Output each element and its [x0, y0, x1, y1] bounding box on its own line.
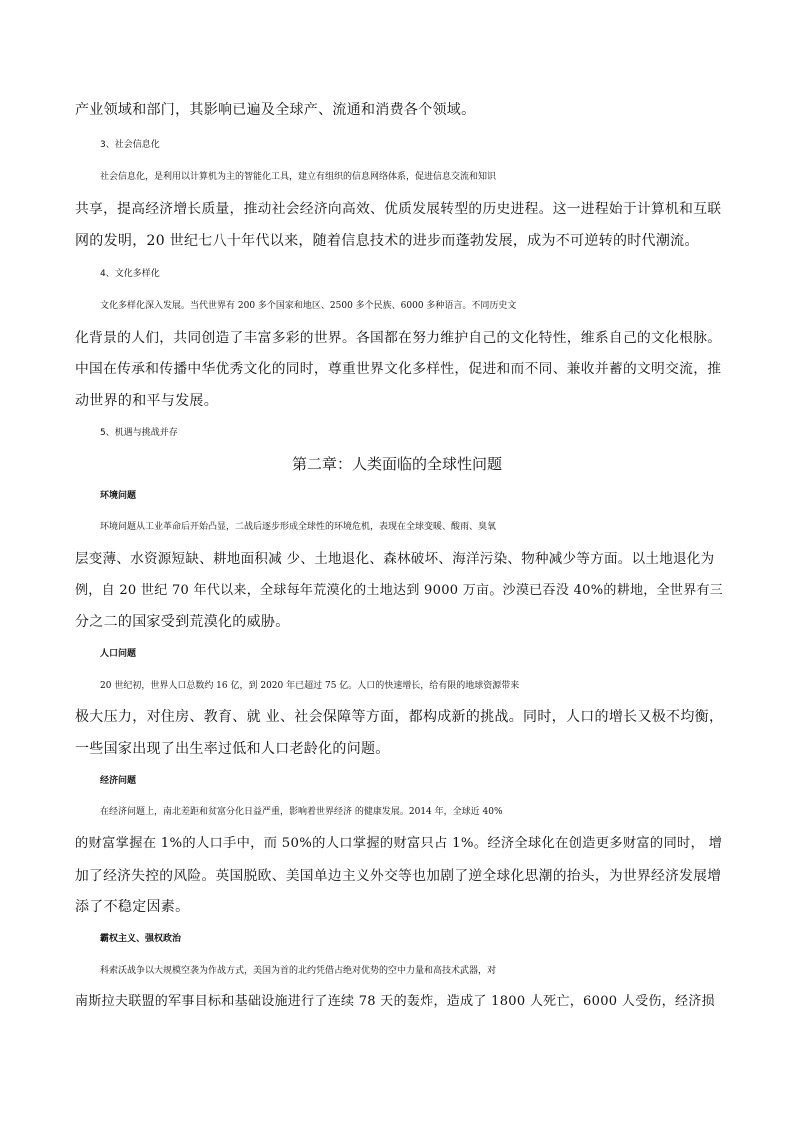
paragraph-line: 添了不稳定因素。 — [75, 899, 190, 915]
paragraph-line: 一些国家出现了出生率过低和人口老龄化的问题。 — [75, 741, 390, 757]
paragraph-line: 的财富掌握在 1%的人口手中，而 50%的人口掌握的财富只占 1%。经济全球化在创造更多财富的同时， 增 — [75, 836, 723, 851]
paragraph-line: 网的发明，20 世纪七八十年代以来，随着信息技术的进步而蓬勃发展，成为不可逆转的时代潮流。 — [75, 233, 699, 249]
section-heading: 4、文化多样化 — [100, 269, 160, 279]
section-heading: 霸权主义、强权政治 — [100, 934, 182, 944]
paragraph-line: 20 世纪初，世界人口总数约 16 亿，到 2020 年已超过 75 亿。人口的快速增长，给有限的地球资源带来 — [100, 681, 520, 691]
section-heading: 3、社会信息化 — [100, 140, 160, 150]
paragraph-line: 化背景的人们，共同创造了丰富多彩的世界。各国都在努力维护自己的文化特性，维系自己的文化根脉。 — [75, 330, 722, 346]
paragraph-line: 例，自 20 世纪 70 年代以来，全球每年荒漠化的土地达到 9000 万亩。沙漠已吞没 40%的耕地，全世界有三 — [75, 583, 724, 598]
section-heading: 人口问题 — [100, 649, 137, 659]
paragraph-line: 文化多样化深入发展。当代世界有 200 多个国家和地区、2500 多个民族、6000 多种语言。不同历史文 — [100, 301, 517, 311]
paragraph-line: 分之二的国家受到荒漠化的威胁。 — [75, 614, 290, 630]
paragraph-line: 环境问题从工业革命后开始凸显，二战后逐步形成全球性的环境危机，表现在全球变暖、酸雨、臭氧 — [100, 522, 497, 532]
section-heading: 环境问题 — [100, 491, 137, 501]
paragraph-line: 共享，提高经济增长质量，推动社会经济向高效、优质发展转型的历史进程。这一进程始于计算机和互联 — [75, 201, 722, 217]
paragraph-line: 中国在传承和传播中华优秀文化的同时，尊重世界文化多样性，促进和而不同、兼收并蓄的文明交流，推 — [75, 361, 722, 377]
chapter-title: 第二章：人类面临的全球性问题 — [291, 455, 502, 473]
section-heading: 经济问题 — [100, 776, 137, 786]
paragraph-line: 动世界的和平与发展。 — [75, 393, 218, 409]
paragraph-line: 层变薄、水资源短缺、耕地面积减 少、土地退化、森林破坏、海洋污染、物种减少等方面。以土地退化为 — [75, 551, 715, 567]
paragraph-line: 加了经济失控的风险。英国脱欧、美国单边主义外交等也加剧了逆全球化思潮的抬头，为世界经济发展增 — [75, 868, 722, 884]
paragraph-line: 社会信息化，是利用以计算机为主的智能化工具，建立有组织的信息网络体系，促进信息交流和知识 — [100, 172, 497, 182]
paragraph-line: 在经济问题上，南北差距和贫富分化日益严重，影响着世界经济 的健康发展。2014 年，全球近 40% — [100, 807, 503, 817]
paragraph-line: 科索沃战争以大规模空袭为作战方式，美国为首的北约凭借占绝对优势的空中力量和高技术武器，对 — [100, 966, 497, 976]
paragraph-line: 极大压力，对住房、教育、就 业、社会保障等方面，都构成新的挑战。同时，人口的增长又极不均衡， — [75, 709, 724, 725]
section-heading: 5、机遇与挑战并存 — [100, 428, 178, 438]
paragraph-line: 南斯拉夫联盟的军事目标和基础设施进行了连续 78 天的轰炸，造成了 1800 人死亡，6000 人受伤，经济损 — [75, 994, 715, 1009]
paragraph-line: 产业领域和部门，其影响已遍及全球产、流通和消费各个领域。 — [75, 102, 476, 118]
